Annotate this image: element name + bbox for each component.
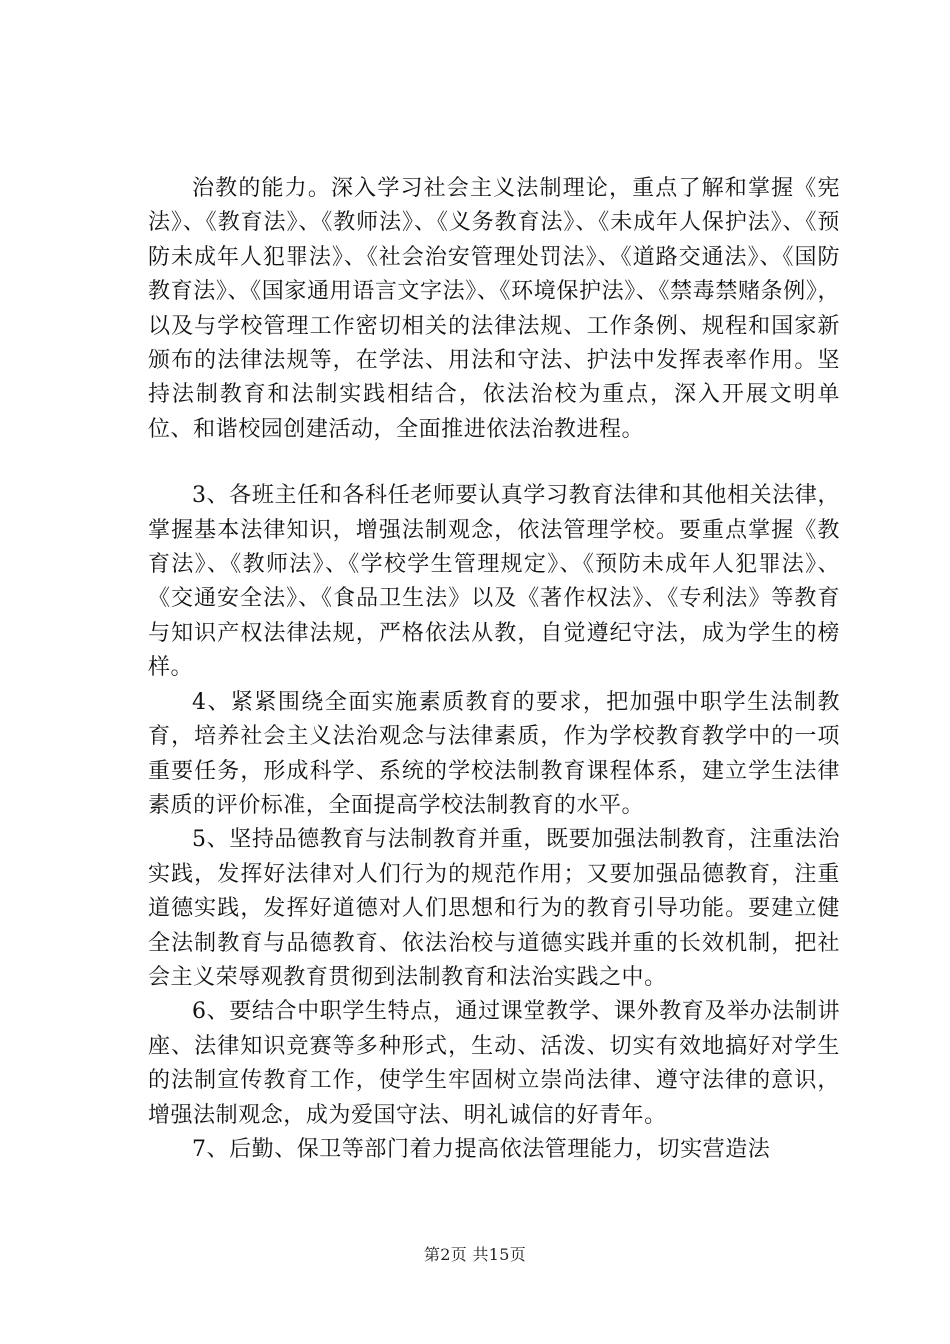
document-body [148, 172, 840, 1167]
paragraph-item-3: 3、各班主任和各科任老师要认真学习教育法律和其他相关法律，掌握基本法律知识，增强法制观念，依法管理学校。要重点掌握《教育法》、《教师法》、《学校学生管理规定》、《预防未成年人犯罪法》、《交通安全法》、《食品卫生法》以及《著作权法》、《专利法》等教育与知识产权法律法规，严格依法从教，自觉遵纪守法，成为学生的榜样。 [148, 483, 840, 681]
paragraph-rule-of-law-study: 治教的能力。深入学习社会主义法制理论，重点了解和掌握《宪法》、《教育法》、《教师法》、《义务教育法》、《未成年人保护法》、《预防未成年人犯罪法》、《社会治安管理处罚法》、《道路交通法》、《国防教育法》、《国家通用语言文字法》、《环境保护法》、《禁毒禁赌条例》，以及与学校管理工作密切相关的法律法规、工作条例、规程和国家新颁布的法律法规等，在学法、用法和守法、护法中发挥表率作用。坚持法制教育和法制实践相结合，依法治校为重点，深入开展文明单位、和谐校园创建活动，全面推进依法治教进程。 [148, 176, 840, 442]
paragraph-item-7: 7、后勤、保卫等部门着力提高依法管理能力，切实营造法 [192, 1136, 771, 1162]
paragraph-item-5: 5、坚持品德教育与法制教育并重，既要加强法制教育，注重法治实践，发挥好法律对人们行为的规范作用；又要加强品德教育，注重道德实践，发挥好道德对人们思想和行为的教育引导功能。要建立健全法制教育与品德教育、依法治校与道德实践并重的长效机制，把社会主义荣辱观教育贯彻到法制教育和法治实践之中。 [148, 827, 840, 990]
page-number-footer: 第2页 共15页 [423, 1245, 527, 1264]
paragraph-item-4: 4、紧紧围绕全面实施素质教育的要求，把加强中职学生法制教育，培养社会主义法治观念与法律素质，作为学校教育教学中的一项重要任务，形成科学、系统的学校法制教育课程体系，建立学生法律素质的评价标准，全面提高学校法制教育的水平。 [148, 689, 840, 818]
paragraph-item-6: 6、要结合中职学生特点，通过课堂教学、课外教育及举办法制讲座、法律知识竞赛等多种形式，生动、活泼、切实有效地搞好对学生的法制宣传教育工作，使学生牢固树立崇尚法律、遵守法律的意识，增强法制观念，成为爱国守法、明礼诚信的好青年。 [148, 999, 840, 1128]
